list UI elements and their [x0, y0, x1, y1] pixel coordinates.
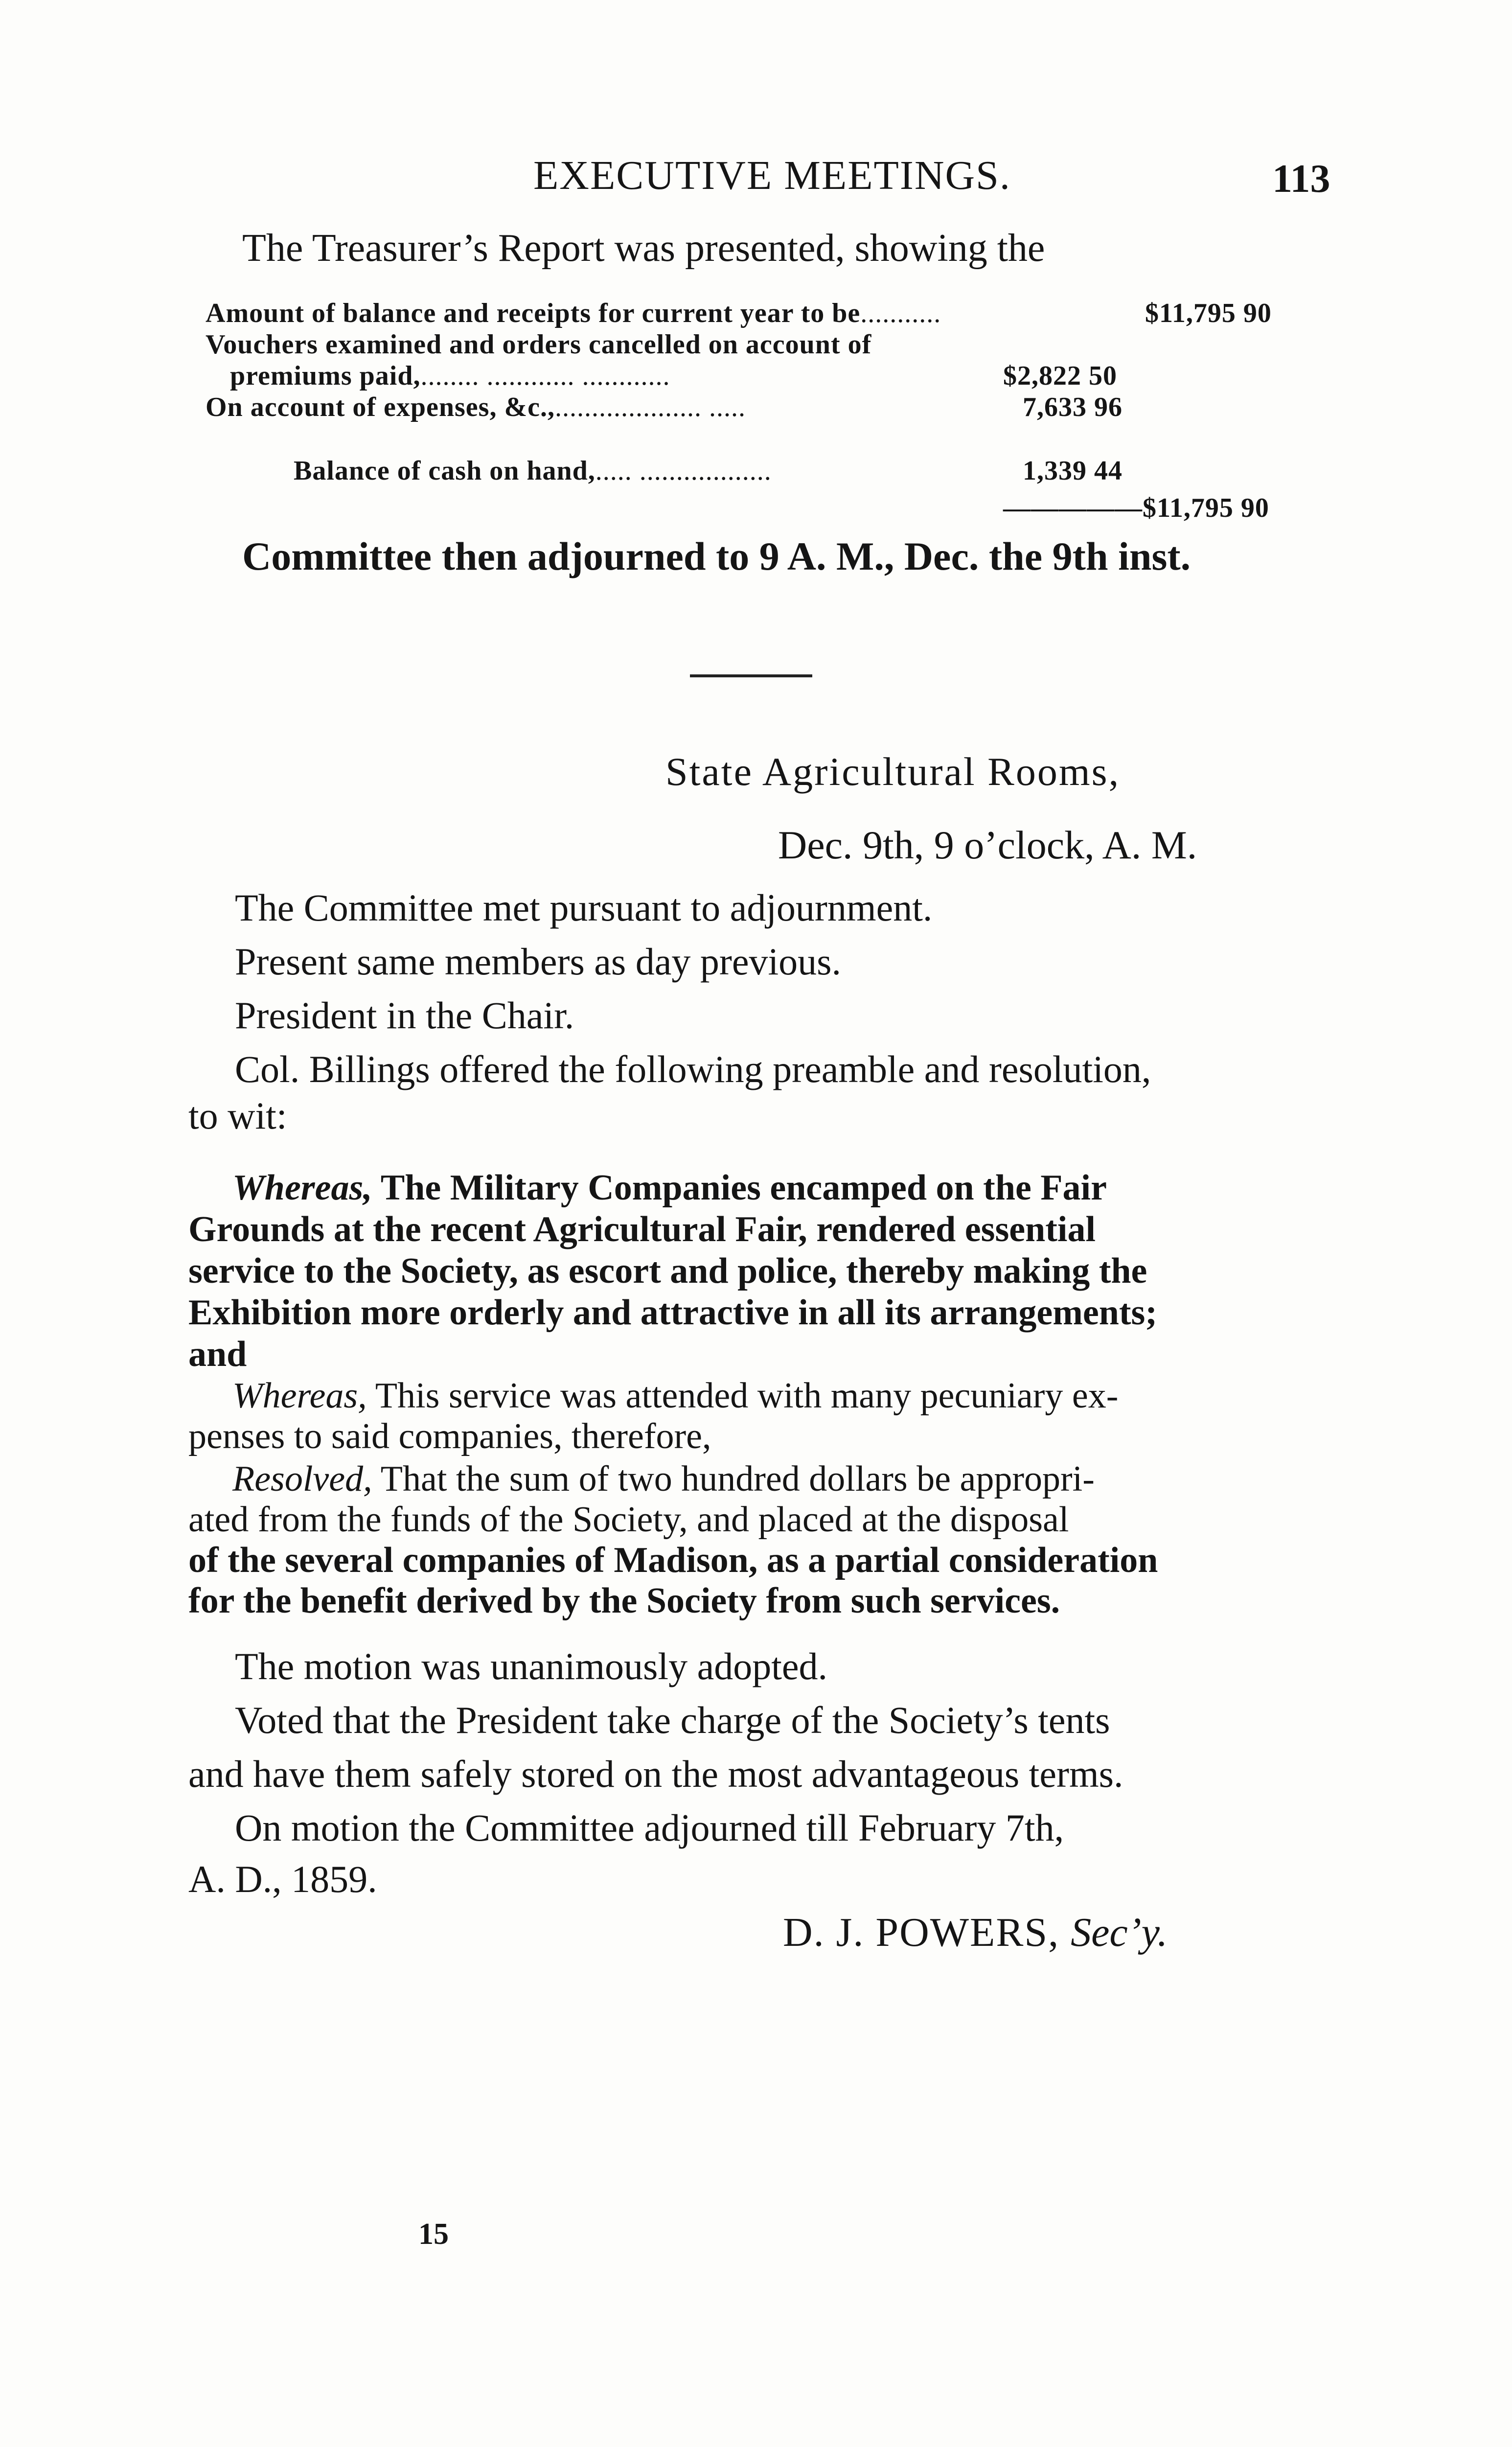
- whereas-line: service to the Society, as escort and police, thereby making the: [188, 1251, 1147, 1291]
- ledger-label: On account of expenses, &c.,: [206, 392, 555, 422]
- ledger-dots: ........ ............ ............: [420, 361, 670, 391]
- minutes-line: President in the Chair.: [235, 994, 574, 1037]
- ledger-dots: .................... .....: [554, 392, 746, 422]
- ledger-label: premiums paid,: [230, 361, 421, 391]
- minutes-line: Col. Billings offered the following preamble and resolution,: [235, 1048, 1151, 1090]
- ledger-line-vouchers: Vouchers examined and orders cancelled on account of: [206, 329, 872, 360]
- ledger-amount: $2,822 50: [1003, 361, 1117, 391]
- signature-title: Sec’y.: [1071, 1910, 1168, 1955]
- whereas-line: [232, 1375, 1118, 1417]
- resolved-line: of the several companies of Madison, as a partial consideration: [188, 1540, 1158, 1580]
- ledger-label: Amount of balance and receipts for current year to be: [206, 298, 861, 328]
- whereas-word: Whereas,: [232, 1168, 372, 1208]
- ledger-amount: 7,633 96: [1023, 392, 1123, 422]
- signature-mark: 15: [418, 2217, 449, 2251]
- resolved-line: ated from the funds of the Society, and placed at the disposal: [188, 1500, 1069, 1540]
- ledger-total-amount: $11,795 90: [1143, 493, 1269, 523]
- whereas-text: This service was attended with many pecuniary ex-: [375, 1376, 1119, 1416]
- closing-line: On motion the Committee adjourned till February 7th,: [235, 1806, 1064, 1849]
- ledger-label: Balance of cash on hand,: [294, 456, 596, 486]
- ledger-dots: ..... ..................: [595, 456, 772, 486]
- minutes-line: The Committee met pursuant to adjournment.: [235, 886, 933, 929]
- signature-name: D. J. POWERS,: [783, 1910, 1060, 1955]
- closing-line: The motion was unanimously adopted.: [235, 1645, 827, 1687]
- whereas-line: Exhibition more orderly and attractive in all its arrangements;: [188, 1293, 1157, 1333]
- running-title: EXECUTIVE MEETINGS.: [533, 153, 1011, 198]
- resolved-line: for the benefit derived by the Society from such services.: [188, 1581, 1060, 1621]
- ledger-line-premiums: [230, 360, 670, 392]
- ledger-dashes: —————: [1003, 493, 1143, 523]
- whereas-line: Grounds at the recent Agricultural Fair, rendered essential: [188, 1209, 1096, 1249]
- closing-line: Voted that the President take charge of the Society’s tents: [235, 1699, 1110, 1741]
- whereas-line: penses to said companies, therefore,: [188, 1416, 711, 1456]
- meeting-place: State Agricultural Rooms,: [665, 749, 1121, 794]
- section-divider: [690, 674, 812, 677]
- ledger-line-expenses: [206, 392, 746, 423]
- signature: [783, 1909, 1168, 1956]
- ledger-amount: $11,795 90: [1145, 298, 1272, 328]
- resolved-word: Resolved,: [232, 1459, 372, 1499]
- ledger-total-line: [1003, 492, 1269, 524]
- whereas-line: and: [188, 1334, 247, 1374]
- closing-line: A. D., 1859.: [188, 1858, 377, 1900]
- treasurer-report-intro: The Treasurer’s Report was presented, showing the: [242, 227, 1045, 270]
- committee-adjourned: Committee then adjourned to 9 A. M., Dec. the 9th inst.: [242, 534, 1191, 578]
- ledger-line-cash: [294, 455, 772, 486]
- resolved-line: [232, 1458, 1095, 1500]
- whereas-word: Whereas,: [232, 1376, 367, 1416]
- ledger-dots: ...........: [860, 298, 941, 328]
- resolved-text: That the sum of two hundred dollars be appropri-: [380, 1459, 1095, 1499]
- whereas-text: The Military Companies encamped on the Fair: [380, 1168, 1107, 1208]
- minutes-line: Present same members as day previous.: [235, 940, 842, 983]
- minutes-line: to wit:: [188, 1094, 287, 1137]
- closing-line: and have them safely stored on the most advantageous terms.: [188, 1753, 1123, 1795]
- page-number: 113: [1272, 156, 1330, 201]
- ledger-amount: 1,339 44: [1023, 456, 1123, 486]
- meeting-time: Dec. 9th, 9 o’clock, A. M.: [778, 823, 1197, 867]
- whereas-line: [232, 1167, 1107, 1209]
- ledger-line-balance: [206, 298, 941, 329]
